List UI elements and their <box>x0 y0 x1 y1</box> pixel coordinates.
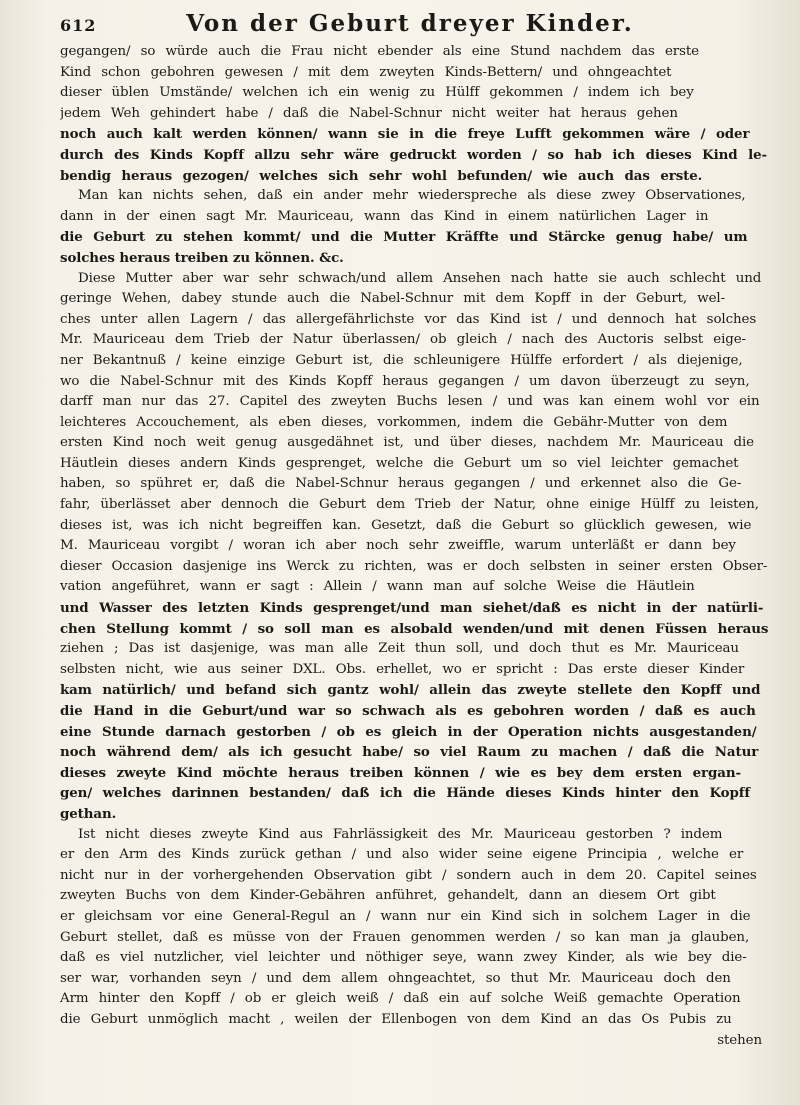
text-line: dieser üblen Umstände/ welchen ich ein wenig zu Hülff gekommen / indem ich bey <box>60 85 694 101</box>
text-line: zweyten Buchs von dem Kinder-Gebähren anführet, gehandelt, dann an diesem Ort gibt <box>60 888 716 904</box>
text-line: haben, so spühret er, daß die Nabel-Schnur heraus gegangen / und erkennet also die Ge- <box>60 476 742 492</box>
body-text <box>60 42 772 1051</box>
text-line: ner Bekantnuß / keine einzige Geburt ist, die schleunigere Hülffe erfordert / als diejenige, <box>60 352 743 368</box>
text-line: M. Mauriceau vorgibt / woran ich aber noch sehr zweiffle, warum unterläßt er dann bey <box>60 538 736 554</box>
text-line: daß es viel nutzlicher, viel leichter und nöthiger seye, wann zwey Kinder, als wie bey die- <box>60 950 747 966</box>
page-header <box>60 8 760 40</box>
running-title: Von der Geburt dreyer Kinder. <box>186 10 634 37</box>
text-line: die Geburt unmöglich macht , weilen der Ellenbogen von dem Kind an das Os Pubis zu <box>60 1011 732 1027</box>
text-line: Geburt stellet, daß es müsse von der Frauen genommen werden / so kan man ja glauben, <box>60 929 750 945</box>
text-line: gethan. <box>60 805 117 822</box>
text-line: noch auch kalt werden können/ wann sie in die freye Lufft gekommen wäre / oder <box>60 126 750 143</box>
text-line: gen/ welches darinnen bestanden/ daß ich die Hände dieses Kinds hinter den Kopff <box>60 785 751 802</box>
text-line: Ist nicht dieses zweyte Kind aus Fahrlässigkeit des Mr. Mauriceau gestorben ? indem <box>78 826 723 842</box>
text-line: stehen <box>717 1032 762 1048</box>
text-line: Man kan nichts sehen, daß ein ander mehr wiederspreche als diese zwey Observationes, <box>78 188 746 204</box>
text-line: darff man nur das 27. Capitel des zweyten Buchs lesen / und was kan einem wohl vor ein <box>60 394 760 410</box>
text-line: ser war, vorhanden seyn / und dem allem ohngeachtet, so thut Mr. Mauriceau doch den <box>60 970 731 986</box>
text-line: wo die Nabel-Schnur mit des Kinds Kopff heraus gegangen / um davon überzeugt zu seyn, <box>60 373 750 389</box>
text-line: dieses zweyte Kind möchte heraus treiben können / wie es bey dem ersten ergan- <box>60 764 741 781</box>
text-line: gegangen/ so würde auch die Frau nicht ebender als eine Stund nachdem das erste <box>60 44 699 59</box>
text-line: dann in der einen sagt Mr. Mauriceau, wann das Kind in einem natürlichen Lager in <box>60 208 709 224</box>
text-line: die Geburt zu stehen kommt/ und die Mutter Kräffte und Stärcke genug habe/ um <box>60 229 748 246</box>
text-line: geringe Wehen, dabey stunde auch die Nabel-Schnur mit dem Kopff in der Geburt, wel- <box>60 291 726 307</box>
text-line: dieser Occasion dasjenige ins Werck zu richten, was er doch selbsten in seiner ersten Obser- <box>60 558 768 574</box>
text-line: fahr, überlässet aber dennoch die Geburt dem Trieb der Natur, ohne einige Hülff zu leisten, <box>60 497 759 513</box>
text-line: vation angeführet, wann er sagt : Allein / wann man auf solche Weise die Häutlein <box>60 579 695 595</box>
text-line: bendig heraus gezogen/ welches sich sehr wohl befunden/ wie auch das erste. <box>60 167 703 184</box>
text-line: Arm hinter den Kopff / ob er gleich weiß / daß ein auf solche Weiß gemachte Operation <box>60 991 741 1007</box>
text-line: Diese Mutter aber war sehr schwach/und allem Ansehen nach hatte sie auch schlecht und <box>78 270 762 286</box>
text-line: und Wasser des letzten Kinds gesprenget/und man siehet/daß es nicht in der natürli- <box>60 600 764 617</box>
text-line: Mr. Mauriceau dem Trieb der Natur überlassen/ ob gleich / nach des Auctoris selbst eige- <box>60 332 746 348</box>
text-line: ziehen ; Das ist dasjenige, was man alle Zeit thun soll, und doch thut es Mr. Mauriceau <box>60 641 739 657</box>
page-number: 612 <box>60 16 97 35</box>
text-line: noch während dem/ als ich gesucht habe/ so viel Raum zu machen / daß die Natur <box>60 744 759 761</box>
text-line: solches heraus treiben zu können. &c. <box>60 249 344 266</box>
text-line: er den Arm des Kinds zurück gethan / und also wider seine eigene Principia , welche er <box>60 847 744 863</box>
text-line: durch des Kinds Kopff allzu sehr wäre gedruckt worden / so hab ich dieses Kind le- <box>60 146 767 163</box>
text-line: chen Stellung kommt / so soll man es alsobald wenden/und mit denen Füssen heraus <box>60 620 769 637</box>
text-line: die Hand in die Geburt/und war so schwach als es gebohren worden / daß es auch <box>60 703 756 719</box>
text-line: jedem Weh gehindert habe / daß die Nabel-Schnur nicht weiter hat heraus gehen <box>60 105 678 121</box>
text-line: Häutlein dieses andern Kinds gesprenget, welche die Geburt um so viel leichter gemachet <box>60 455 739 471</box>
text-line: er gleichsam vor eine General-Regul an / wann nur ein Kind sich in solchem Lager in die <box>60 908 751 924</box>
text-line: nicht nur in der vorhergehenden Observation gibt / sondern auch in dem 20. Capitel seines <box>60 867 757 883</box>
text-line: dieses ist, was ich nicht begreiffen kan. Gesetzt, daß die Geburt so glücklich gewesen, wie <box>60 517 752 533</box>
text-line: ersten Kind noch weit genug ausgedähnet ist, und über dieses, nachdem Mr. Mauriceau die <box>60 435 754 451</box>
text-line: kam natürlich/ und befand sich gantz wohl/ allein das zweyte stellete den Kopff und <box>60 682 761 699</box>
text-line: eine Stunde darnach gestorben / ob es gleich in der Operation nichts ausgestanden/ <box>60 723 757 740</box>
text-line: Kind schon gebohren gewesen / mit dem zweyten Kinds-Bettern/ und ohngeachtet <box>60 64 672 80</box>
text-line: ches unter allen Lagern / das allergefährlichste vor das Kind ist / und dennoch hat solches <box>60 311 757 327</box>
text-line: selbsten nicht, wie aus seiner DXL. Obs. erhellet, wo er spricht : Das erste dieser Kinder <box>60 661 745 677</box>
text-line: leichteres Accouchement, als eben dieses, vorkommen, indem die Gebähr-Mutter von dem <box>60 414 728 430</box>
